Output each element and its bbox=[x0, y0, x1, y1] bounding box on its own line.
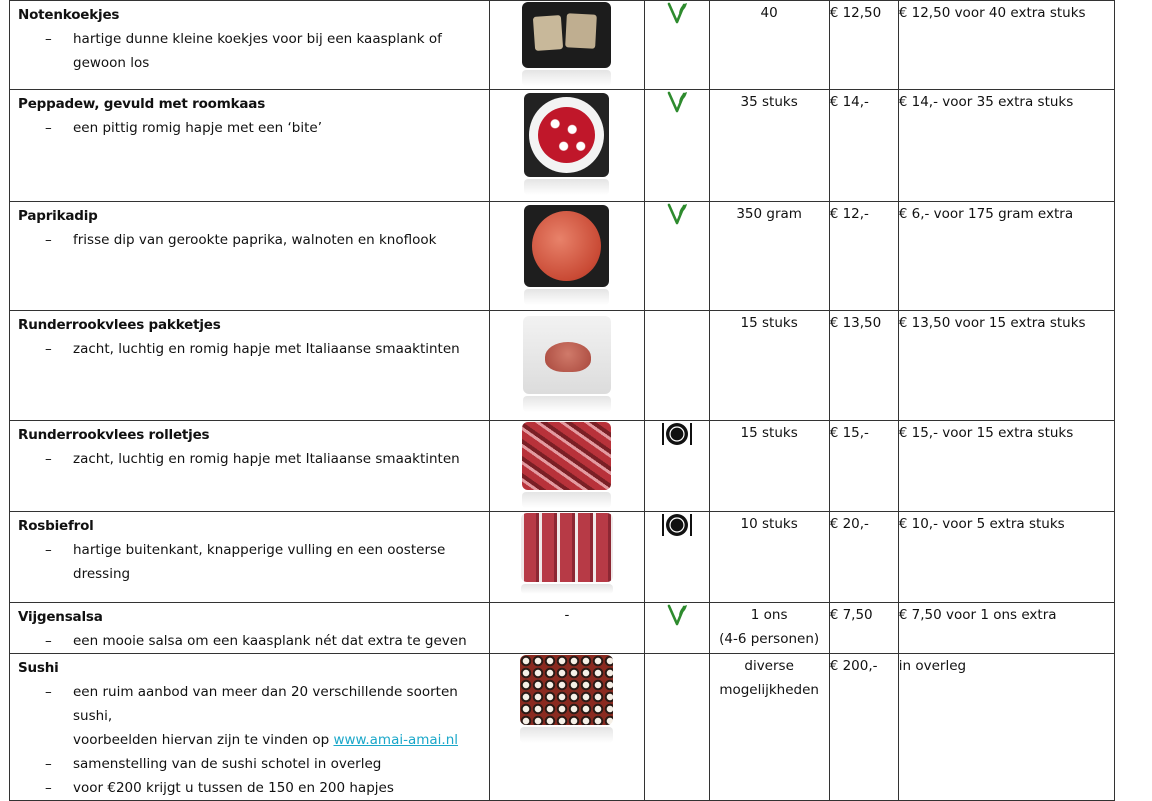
item-title: Vijgensalsa bbox=[18, 609, 103, 625]
price-cell: € 15,- bbox=[829, 421, 898, 512]
quantity-cell: 15 stuks bbox=[709, 421, 829, 512]
description-cell bbox=[10, 1, 490, 90]
table-row bbox=[10, 1, 1115, 90]
rookvlees-pakketjes-photo bbox=[523, 316, 611, 412]
description-cell bbox=[10, 202, 490, 311]
list-item: – een pittig romig hapje met een ‘bite’ bbox=[45, 120, 322, 136]
rosbiefrol-photo bbox=[521, 513, 613, 594]
price-cell: € 12,- bbox=[829, 202, 898, 311]
crackers-photo bbox=[522, 2, 611, 86]
peppadew-photo bbox=[524, 93, 609, 195]
description-cell bbox=[10, 90, 490, 202]
table-row bbox=[10, 654, 1115, 801]
table-row bbox=[10, 603, 1115, 654]
image-cell bbox=[490, 311, 644, 421]
icon-cell bbox=[644, 421, 709, 512]
plate-cutlery-icon bbox=[661, 512, 693, 538]
vegetarian-leaf-icon bbox=[666, 90, 688, 114]
amai-website-link[interactable]: www.amai-amai.nl bbox=[333, 732, 459, 748]
extra-cell: € 13,50 voor 15 extra stuks bbox=[898, 311, 1114, 421]
image-cell bbox=[490, 202, 644, 311]
item-title: Rosbiefrol bbox=[18, 518, 94, 534]
vegetarian-leaf-icon bbox=[666, 202, 688, 226]
icon-cell bbox=[644, 1, 709, 90]
paprikadip-photo bbox=[524, 205, 609, 305]
image-cell bbox=[490, 654, 644, 801]
table-row bbox=[10, 512, 1115, 603]
price-cell: € 14,- bbox=[829, 90, 898, 202]
list-item: – hartige buitenkant, knapperige vulling en een oosterse dressing bbox=[45, 542, 446, 582]
table-row bbox=[10, 311, 1115, 421]
quantity-cell: 15 stuks bbox=[709, 311, 829, 421]
extra-cell: € 14,- voor 35 extra stuks bbox=[898, 90, 1114, 202]
icon-cell bbox=[644, 90, 709, 202]
price-cell: € 7,50 bbox=[829, 603, 898, 654]
image-cell bbox=[490, 90, 644, 202]
table-row bbox=[10, 421, 1115, 512]
icon-cell bbox=[644, 202, 709, 311]
vegetarian-leaf-icon bbox=[666, 603, 688, 627]
list-item: – hartige dunne kleine koekjes voor bij een kaasplank of gewoon los bbox=[45, 31, 442, 71]
list-item: – frisse dip van gerookte paprika, walnoten en knoflook bbox=[45, 232, 437, 248]
icon-cell bbox=[644, 311, 709, 421]
vegetarian-leaf-icon bbox=[666, 1, 688, 25]
quantity-cell: 350 gram bbox=[709, 202, 829, 311]
item-title: Peppadew, gevuld met roomkaas bbox=[18, 96, 266, 112]
item-title: Sushi bbox=[18, 660, 59, 676]
extra-cell: € 10,- voor 5 extra stuks bbox=[898, 512, 1114, 603]
table-row bbox=[10, 90, 1115, 202]
list-item: – voor €200 krijgt u tussen de 150 en 200 hapjes bbox=[45, 780, 394, 796]
quantity-cell: 10 stuks bbox=[709, 512, 829, 603]
list-item: – zacht, luchtig en romig hapje met Italiaanse smaaktinten bbox=[45, 451, 460, 467]
plate-cutlery-icon bbox=[661, 421, 693, 447]
icon-cell bbox=[644, 603, 709, 654]
icon-cell bbox=[644, 512, 709, 603]
price-cell: € 200,- bbox=[829, 654, 898, 801]
image-cell bbox=[490, 421, 644, 512]
extra-cell: € 6,- voor 175 gram extra bbox=[898, 202, 1114, 311]
list-item: – een mooie salsa om een kaasplank nét dat extra te geven bbox=[45, 633, 467, 649]
extra-cell: in overleg bbox=[898, 654, 1114, 801]
extra-cell: € 7,50 voor 1 ons extra bbox=[898, 603, 1114, 654]
extra-cell: € 15,- voor 15 extra stuks bbox=[898, 421, 1114, 512]
price-cell: € 13,50 bbox=[829, 311, 898, 421]
quantity-cell: diverse mogelijkheden bbox=[709, 654, 829, 801]
description-cell bbox=[10, 512, 490, 603]
item-title: Paprikadip bbox=[18, 208, 98, 224]
image-cell: - bbox=[490, 603, 644, 654]
description-cell bbox=[10, 654, 490, 801]
rookvlees-rolletjes-photo bbox=[522, 422, 611, 508]
extra-cell: € 12,50 voor 40 extra stuks bbox=[898, 1, 1114, 90]
sushi-photo bbox=[520, 655, 613, 743]
item-title: Runderrookvlees rolletjes bbox=[18, 427, 210, 443]
quantity-cell: 40 bbox=[709, 1, 829, 90]
quantity-cell: 35 stuks bbox=[709, 90, 829, 202]
description-cell bbox=[10, 311, 490, 421]
list-item: – samenstelling van de sushi schotel in overleg bbox=[45, 756, 382, 772]
price-cell: € 20,- bbox=[829, 512, 898, 603]
description-cell bbox=[10, 603, 490, 654]
image-cell bbox=[490, 1, 644, 90]
menu-table bbox=[9, 0, 1115, 801]
icon-cell bbox=[644, 654, 709, 801]
table-row bbox=[10, 202, 1115, 311]
list-item: – een ruim aanbod van meer dan 20 verschillende soorten sushi, voorbeelden hiervan zijn te vinden op www.amai-amai.nl bbox=[45, 684, 459, 748]
list-item: – zacht, luchtig en romig hapje met Italiaanse smaaktinten bbox=[45, 341, 460, 357]
description-cell bbox=[10, 421, 490, 512]
item-title: Notenkoekjes bbox=[18, 7, 120, 23]
price-cell: € 12,50 bbox=[829, 1, 898, 90]
image-cell bbox=[490, 512, 644, 603]
quantity-cell: 1 ons (4-6 personen) bbox=[709, 603, 829, 654]
item-title: Runderrookvlees pakketjes bbox=[18, 317, 221, 333]
